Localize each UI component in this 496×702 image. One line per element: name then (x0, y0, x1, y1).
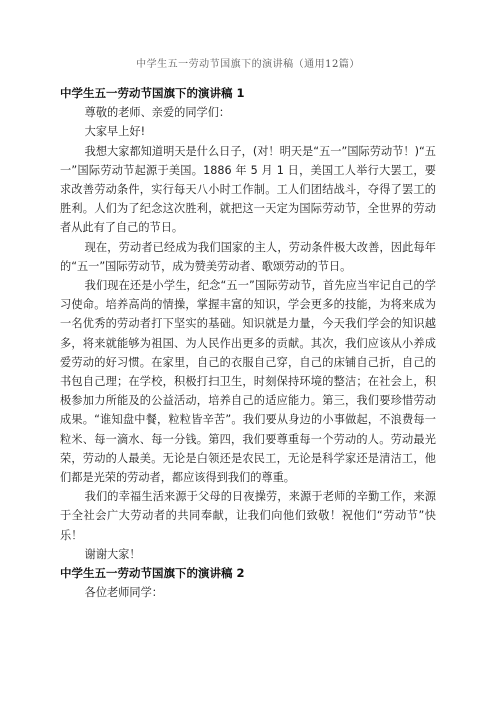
speech-heading-1: 中学生五一劳动节国旗下的演讲稿 1 (60, 86, 245, 100)
paragraph-salutation-2: 各位老师同学： (84, 586, 163, 600)
document-body (60, 84, 436, 602)
paragraph-origin: 我想大家都知道明天是什么日子，(对！明天是“五一”国际劳动节！)“五一”国际劳动节起源于美国。1886 年 5 月 1 日，美国工人举行大罢工，要求改善劳动条件，实行每天八小时工作制。工人们团结战斗，夺得了罢工的胜利。人们为了纪念这次胜利，就把这一天定为国际劳动节，全世界的劳动者从此有了自己的节日。 (60, 144, 436, 235)
paragraph-gratitude: 我们的幸福生活来源于父母的日夜操劳，来源于老师的辛勤工作，来源于全社会广大劳动者的共同奉献，让我们向他们致敬！祝他们“劳动节”快乐！ (60, 490, 436, 542)
paragraph-salutation: 尊敬的老师、亲爱的同学们： (84, 106, 231, 120)
paragraph-thanks: 谢谢大家！ (84, 547, 141, 561)
paragraph-present: 现在，劳动者已经成为我们国家的主人，劳动条件极大改善，因此每年的“五一”国际劳动节，成为赞美劳动者、歌颂劳动的节日。 (60, 240, 436, 273)
paragraph-greeting: 大家早上好! (84, 125, 146, 139)
paragraph-duties: 我们现在还是小学生，纪念“五一”国际劳动节，首先应当牢记自己的学习使命。培养高尚的情操，掌握丰富的知识，学会更多的技能，为将来成为一名优秀的劳动者打下坚实的基础。知识就是力量，今天我们学会的知识越多，将来就能够为祖国、为人民作出更多的贡献。其次，我们应该从小养成爱劳动的好习惯。在家里，自己的衣服自己穿，自己的床铺自己折，自己的书包自己理；在学校，积极打扫卫生，时刻保持环境的整洁；在社会上，积极参加力所能及的公益活动，培养自己的适应能力。第三，我们要珍惜劳动成果。“谁知盘中餐，粒粒皆辛苦”。我们要从身边的小事做起，不浪费每一粒米、每一滴水、每一分钱。第四，我们要尊重每一个劳动的人。劳动最光荣，劳动的人最美。无论是白领还是农民工，无论是科学家还是清洁工，他们都是光荣的劳动者，都应该得到我们的尊重。 (60, 279, 436, 485)
document-title: 中学生五一劳动节国旗下的演讲稿（通用12篇） (136, 59, 360, 70)
speech-heading-2: 中学生五一劳动节国旗下的演讲稿 2 (60, 566, 245, 581)
